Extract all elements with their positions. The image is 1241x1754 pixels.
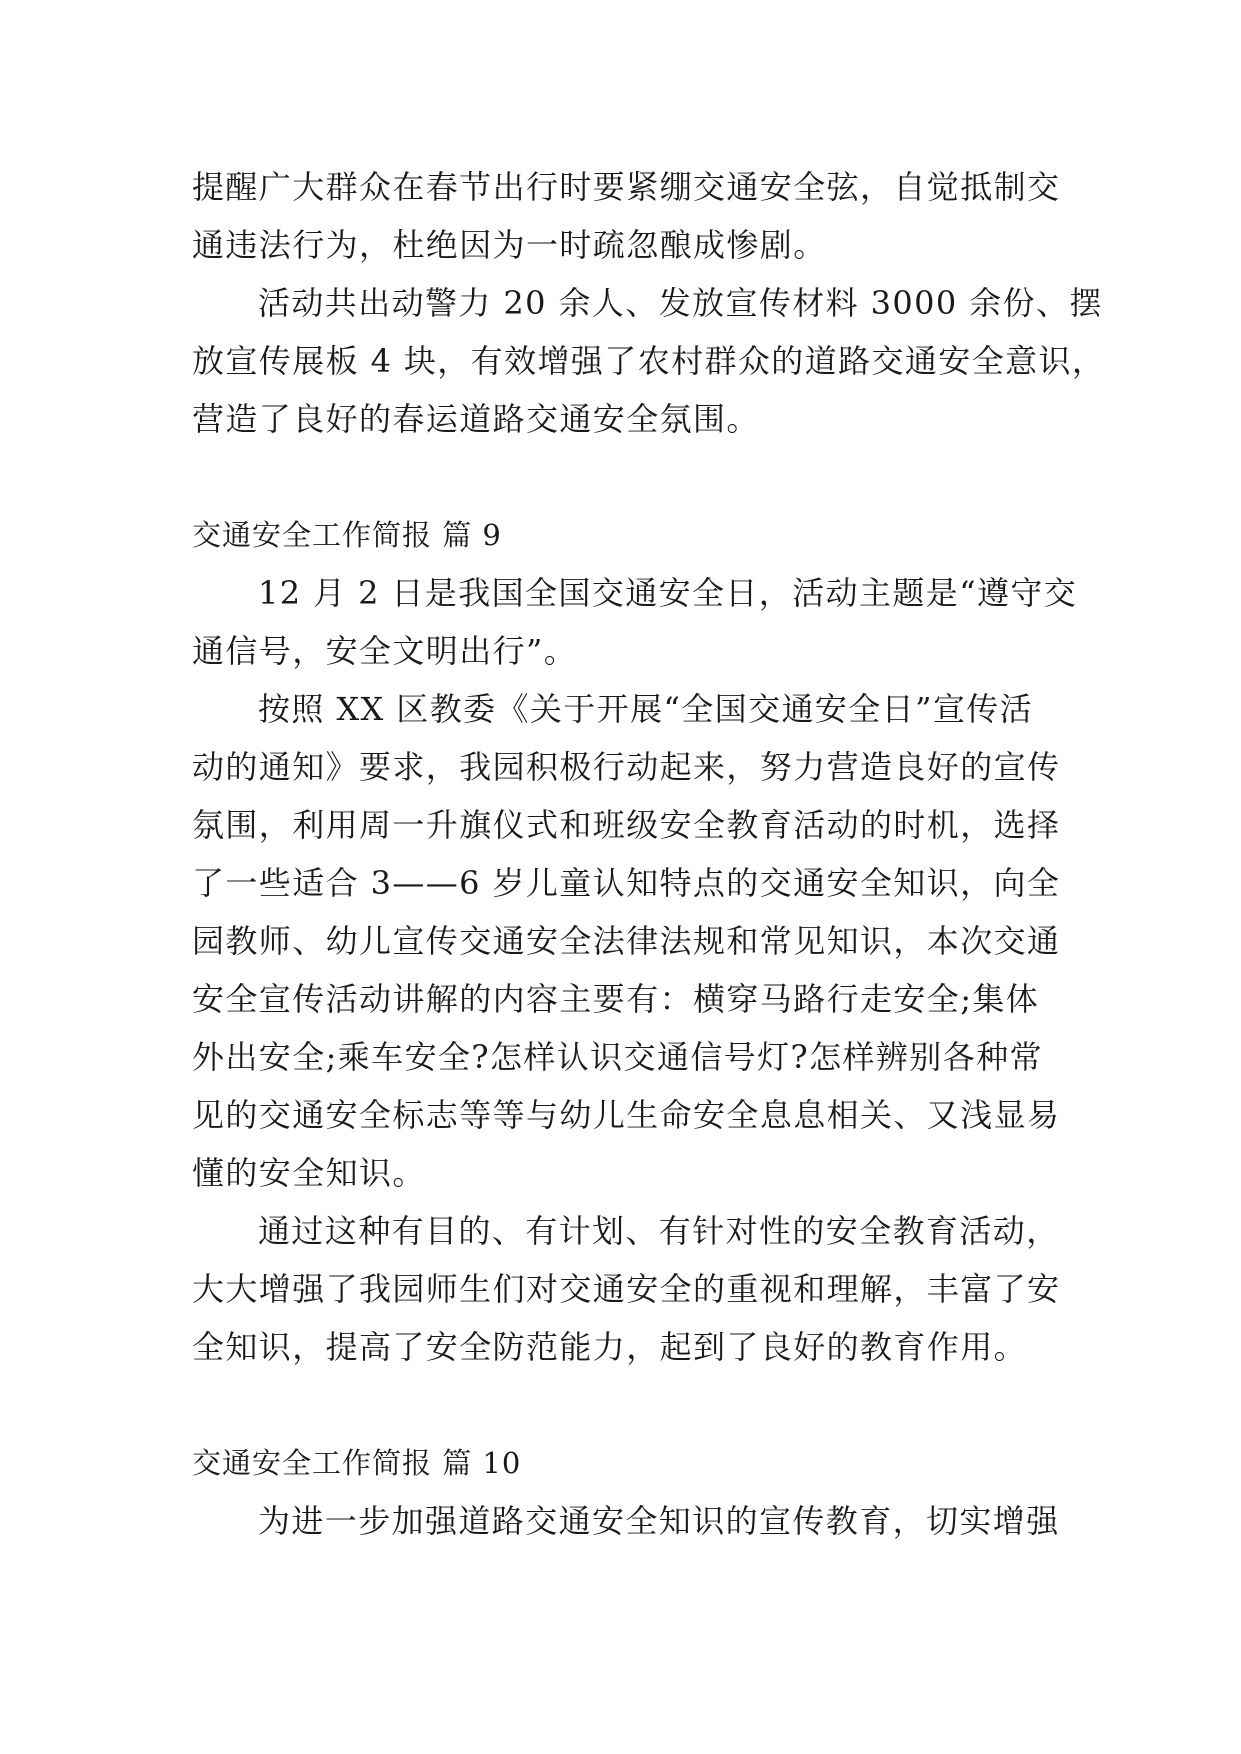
section-spacer xyxy=(192,448,1052,506)
paragraph xyxy=(192,564,1078,680)
text-line: 动的通知》要求，我园积极行动起来，努力营造良好的宣传 xyxy=(192,748,1061,786)
text-line: 全知识，提高了安全防范能力，起到了良好的教育作用。 xyxy=(192,1328,1028,1366)
paragraph xyxy=(192,158,1061,274)
text-line: 12 月 2 日是我国全国交通安全日，活动主题是“遵守交 xyxy=(258,574,1078,612)
text-line: 氛围，利用周一升旗仪式和班级安全教育活动的时机，选择 xyxy=(192,806,1061,844)
section-heading: 交通安全工作简报 篇 9 xyxy=(192,518,502,552)
text-line: 通违法行为，杜绝因为一时疏忽酿成惨剧。 xyxy=(192,226,827,264)
paragraph xyxy=(192,1202,1061,1376)
text-line: 活动共出动警力 20 余人、发放宣传材料 3000 余份、摆 xyxy=(258,284,1103,322)
text-line: 营造了良好的春运道路交通安全氛围。 xyxy=(192,400,760,438)
text-line: 见的交通安全标志等等与幼儿生命安全息息相关、又浅显易 xyxy=(192,1096,1061,1134)
paragraph xyxy=(192,680,1061,1202)
paragraph xyxy=(192,1492,1060,1550)
document-page xyxy=(192,158,1106,1550)
section-heading: 交通安全工作简报 篇 10 xyxy=(192,1446,522,1480)
text-line: 提醒广大群众在春节出行时要紧绷交通安全弦，自觉抵制交 xyxy=(192,168,1061,206)
text-line: 园教师、幼儿宣传交通安全法律法规和常见知识，本次交通 xyxy=(192,922,1061,960)
paragraph xyxy=(192,274,1106,448)
text-line: 大大增强了我园师生们对交通安全的重视和理解，丰富了安 xyxy=(192,1270,1061,1308)
text-line: 按照 XX 区教委《关于开展“全国交通安全日”宣传活 xyxy=(258,690,1034,728)
text-line: 为进一步加强道路交通安全知识的宣传教育，切实增强 xyxy=(258,1502,1060,1540)
text-line: 放宣传展板 4 块，有效增强了农村群众的道路交通安全意识， xyxy=(192,342,1106,380)
section-9 xyxy=(192,506,1078,1376)
text-line: 懂的安全知识。 xyxy=(192,1154,426,1192)
text-line: 外出安全;乘车安全?怎样认识交通信号灯?怎样辨别各种常 xyxy=(192,1038,1043,1076)
section-spacer xyxy=(192,1376,1052,1434)
section-10 xyxy=(192,1434,1060,1550)
text-line: 了一些适合 3——6 岁儿童认知特点的交通安全知识，向全 xyxy=(192,864,1061,902)
text-line: 通信号，安全文明出行”。 xyxy=(192,632,578,670)
text-line: 安全宣传活动讲解的内容主要有：横穿马路行走安全;集体 xyxy=(192,980,1040,1018)
text-line: 通过这种有目的、有计划、有针对性的安全教育活动， xyxy=(258,1212,1060,1250)
